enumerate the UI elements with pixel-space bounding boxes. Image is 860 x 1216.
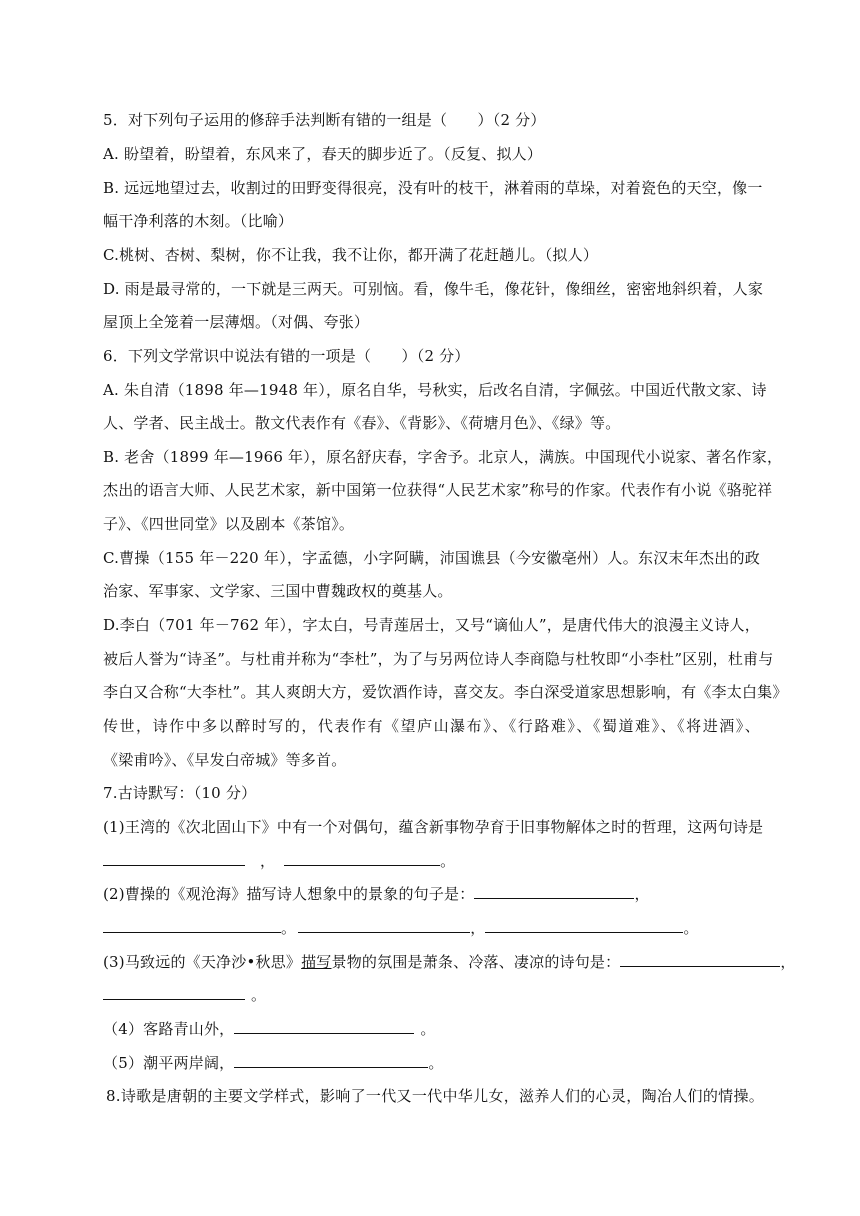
q7-part2-prompt — [103, 884, 760, 904]
q8-stem: 8.诗歌是唐朝的主要文学样式，影响了一代又一代中华儿女，滋养人们的心灵，陶冶人们的情操。 — [106, 1087, 764, 1105]
answer-blank[interactable] — [103, 985, 245, 1000]
q6-option-d-line4: 传世，诗作中多以醉时写的，代表作有《望庐山瀑布》、《行路难》、《蜀道难》、《将进酒》、 — [103, 717, 760, 735]
answer-blank[interactable] — [474, 884, 634, 899]
answer-blank[interactable] — [298, 918, 470, 933]
answer-blank[interactable] — [103, 918, 281, 933]
answer-blank[interactable] — [485, 918, 683, 933]
q5-option-b-line2: 幅干净利落的木刻。（比喻） — [103, 212, 294, 230]
q7-part4 — [103, 1019, 760, 1039]
answer-blank[interactable] — [234, 1019, 414, 1034]
q6-option-d-line1: D.李白（701 年－762 年），字太白，号青莲居士，又号“谪仙人”，是唐代伟大的浪漫主义诗人， — [103, 616, 760, 634]
q7-part3-answer-line — [103, 985, 760, 1005]
q6-option-c-line1: C.曹操（155 年－220 年），字孟德，小字阿瞒，沛国谯县（今安徽亳州）人。东汉末年杰出的政 — [103, 549, 760, 567]
q6-option-d-line2: 被后人誉为“诗圣”。与杜甫并称为“李杜”，为了与另两位诗人李商隐与杜牧即“小李杜”区别，杜甫与 — [103, 650, 774, 668]
end-period: 。 — [683, 919, 699, 937]
q6-option-b-line1: B. 老舍（1899 年—1966 年），原名舒庆春，字舍予。北京人，满族。中国现代小说家、著名作家， — [103, 448, 783, 466]
end-period: 。 — [440, 852, 456, 870]
q6-option-b-line3: 子》、《四世同堂》以及剧本《茶馆》。 — [103, 515, 355, 533]
q5-stem: 5．对下列句子运用的修辞手法判断有错的一组是（ ）（2 分） — [103, 111, 546, 129]
q6-option-d-line5: 《梁甫吟》、《早发白帝城》等多首。 — [103, 751, 347, 769]
end-period: 。 — [420, 1020, 436, 1038]
part2-text: (2)曹操的《观沧海》描写诗人想象中的景象的句子是： — [103, 885, 475, 903]
separator-comma: ， — [634, 885, 650, 903]
part5-text: （5）潮平两岸阔， — [103, 1054, 235, 1072]
answer-blank[interactable] — [103, 851, 245, 866]
q7-part1-answer-line — [103, 851, 760, 871]
separator-comma: ， — [780, 953, 796, 971]
q5-option-a: A. 盼望着，盼望着，东风来了，春天的脚步近了。（反复、拟人） — [103, 145, 543, 163]
q6-option-a-line2: 人、学者、民主战士。散文代表作有《春》、《背影》、《荷塘月色》、《绿》等。 — [103, 414, 621, 432]
end-period: 。 — [281, 919, 297, 937]
q7-part3-prompt — [103, 952, 796, 972]
q6-option-c-line2: 治家、军事家、文学家、三国中曹魏政权的奠基人。 — [103, 582, 453, 600]
q7-stem: 7.古诗默写：（10 分） — [103, 784, 257, 802]
q6-option-d-line3: 李白又合称“大李杜”。其人爽朗大方，爱饮酒作诗，喜交友。李白深受道家思想影响，有《李太白集》 — [103, 683, 788, 701]
end-period: 。 — [251, 986, 267, 1004]
separator-comma: ， — [470, 919, 486, 937]
q7-part2-answer-line — [103, 918, 760, 938]
separator-comma: ， — [259, 852, 276, 870]
answer-blank[interactable] — [620, 952, 780, 967]
answer-blank[interactable] — [234, 1053, 428, 1068]
q5-option-c: C.桃树、杏树、梨树，你不让我，我不让你，都开满了花赶趟儿。（拟人） — [103, 246, 599, 264]
answer-blank[interactable] — [284, 851, 440, 866]
part3-text-post: 景物的氛围是萧条、冷落、凄凉的诗句是： — [331, 953, 621, 971]
q5-option-b-line1: B. 远远地望过去，收割过的田野变得很亮，没有叶的枝干，淋着雨的草垛，对着瓷色的天空，像一 — [103, 179, 763, 197]
q6-option-b-line2: 杰出的语言大师、人民艺术家，新中国第一位获得“人民艺术家”称号的作家。代表作有小说《骆驼祥 — [103, 481, 773, 499]
part3-underlined-word: 描写 — [301, 953, 332, 971]
q5-option-d-line1: D. 雨是最寻常的，一下就是三两天。可别恼。看，像牛毛，像花针，像细丝，密密地斜织着，人家 — [103, 280, 764, 298]
q7-part5 — [103, 1053, 760, 1073]
q5-option-d-line2: 屋顶上全笼着一层薄烟。（对偶、夸张） — [103, 313, 370, 331]
q7-part1-prompt: (1)王湾的《次北固山下》中有一个对偶句，蕴含新事物孕育于旧事物解体之时的哲理，这两句诗是 — [103, 818, 764, 836]
q6-option-a-line1: A. 朱自清（1898 年—1948 年），原名自华，号秋实，后改名自清，字佩弦。中国近代散文家、诗 — [103, 381, 767, 399]
q6-stem: 6．下列文学常识中说法有错的一项是（ ）（2 分） — [103, 347, 470, 365]
part3-text-pre: (3)马致远的《天净沙•秋思》 — [103, 953, 302, 971]
part4-text: （4）客路青山外， — [103, 1020, 235, 1038]
end-period: 。 — [428, 1054, 444, 1072]
